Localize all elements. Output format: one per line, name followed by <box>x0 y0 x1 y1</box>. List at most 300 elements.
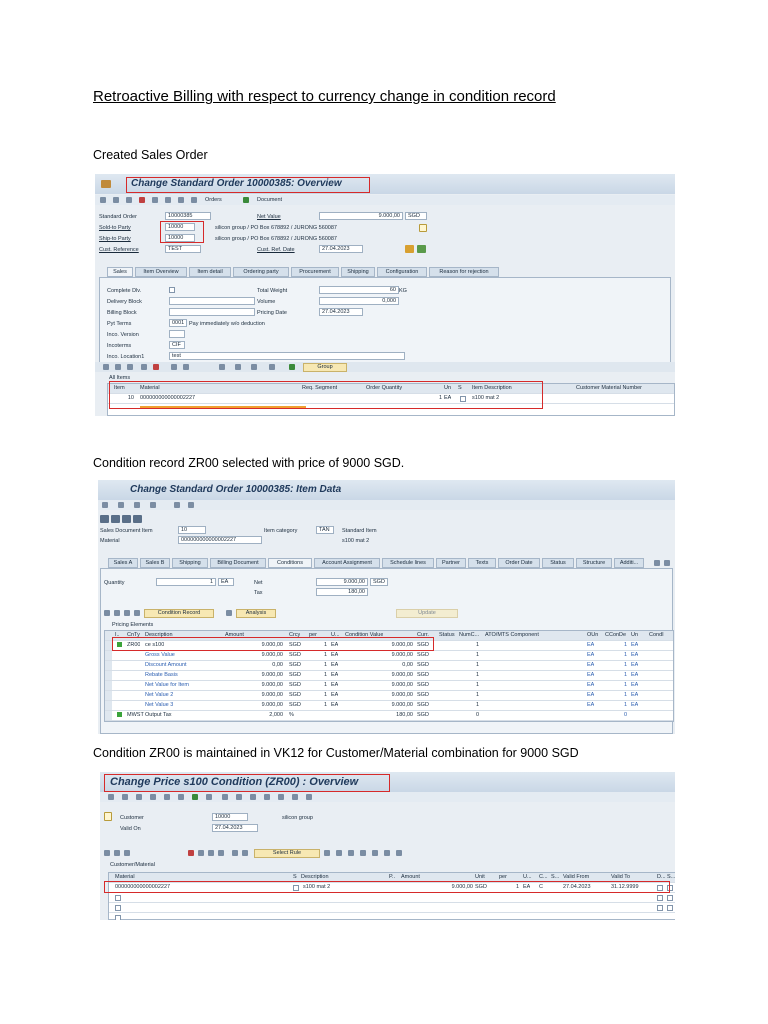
edit-icon[interactable] <box>118 502 124 508</box>
net-currency-field[interactable]: SGD <box>370 578 388 586</box>
delete-icon[interactable] <box>124 610 130 616</box>
save-icon[interactable] <box>174 502 180 508</box>
document-icon[interactable] <box>243 197 249 203</box>
find-icon[interactable] <box>348 850 354 856</box>
row-selector[interactable] <box>105 701 112 710</box>
app-icon <box>101 180 111 188</box>
cond-description: Output Tax <box>145 712 172 718</box>
col-d: D... <box>657 874 666 880</box>
col-amount: Amount <box>401 874 420 880</box>
key-icon[interactable] <box>150 794 156 800</box>
select-all-icon[interactable] <box>104 850 110 856</box>
col-s: S <box>458 385 462 391</box>
deselect-icon[interactable] <box>127 364 133 370</box>
cond-value: 9.000,00 <box>391 652 413 658</box>
row-selector[interactable] <box>105 691 112 700</box>
cond-ccon: 1 <box>623 672 627 678</box>
analysis-icon[interactable] <box>226 610 232 616</box>
col-uom: U... <box>331 632 340 638</box>
cond-value: 9.000,00 <box>391 702 413 708</box>
screen-title: Change Price s100 Condition (ZR00) : Overview <box>110 776 359 788</box>
title-bar <box>98 480 675 500</box>
cond-ccon: 1 <box>623 662 627 668</box>
incoterms-field[interactable]: CIF <box>169 341 185 349</box>
col-un: Un <box>444 385 452 391</box>
item-material: 000000000000002227 <box>140 395 196 401</box>
copy-icon[interactable] <box>126 197 132 203</box>
cond-uom: EA <box>331 652 339 658</box>
sold-to-field[interactable]: 10000 <box>165 223 195 231</box>
screenshot-item-data-conditions <box>98 480 675 734</box>
pricing-icon[interactable] <box>150 502 156 508</box>
valid-on-field[interactable]: 27.04.2023 <box>212 824 258 832</box>
item-navigation <box>100 514 146 524</box>
complete-dlv-checkbox[interactable] <box>169 287 175 293</box>
tab-list-icon[interactable] <box>664 560 670 566</box>
col-material: Material <box>115 874 135 880</box>
item-number: 10 <box>127 395 134 401</box>
items-icon[interactable] <box>165 197 171 203</box>
cond-description: Net Value for Item <box>145 682 189 688</box>
highlight-zr00-row <box>112 637 434 651</box>
col-curr: Curr. <box>417 632 429 638</box>
cond-amount: 9.000,00 <box>261 672 283 678</box>
row-selector[interactable] <box>105 711 112 720</box>
item-description: s100 mat 2 <box>472 395 500 401</box>
billing-block-select[interactable] <box>169 308 255 316</box>
table-row[interactable] <box>105 691 673 701</box>
toolbar <box>95 195 675 205</box>
volume-field[interactable]: 0,000 <box>319 297 399 305</box>
pyt-terms-label: Pyt Terms <box>107 321 132 327</box>
cond-ccon: 1 <box>623 692 627 698</box>
help-icon[interactable] <box>264 794 270 800</box>
total-weight-unit: KG <box>399 288 407 294</box>
col-description: Description <box>301 874 329 880</box>
tab-schedule-lines[interactable]: Schedule lines <box>382 558 434 568</box>
tab-configuration[interactable]: Configuration <box>377 267 427 277</box>
tab-structure[interactable]: Structure <box>576 558 612 568</box>
cond-un: EA <box>631 672 639 678</box>
condition-calc-type: C <box>539 884 543 890</box>
col-cnty: CnTy <box>127 632 140 638</box>
cond-currency: SGD <box>289 682 301 688</box>
tab-additional[interactable]: Additi... <box>614 558 644 568</box>
delivery-block-select[interactable] <box>169 297 255 305</box>
text-icon[interactable] <box>191 197 197 203</box>
tab-order-date[interactable]: Order Date <box>498 558 540 568</box>
col-status: Status <box>439 632 455 638</box>
tab-strip <box>95 267 675 277</box>
cond-numerator: 1 <box>475 672 479 678</box>
cond-numerator: 0 <box>475 712 479 718</box>
cust-reference-field[interactable]: TEST <box>165 245 201 253</box>
standard-order-field[interactable]: 10000385 <box>165 212 211 220</box>
cond-currency: SGD <box>289 692 301 698</box>
cond-amount: 2,000 <box>269 712 283 718</box>
delete-icon[interactable] <box>139 197 145 203</box>
pricing-icon[interactable] <box>178 197 184 203</box>
cust-ref-date-field[interactable]: 27.04.2023 <box>319 245 363 253</box>
cond-currency: SGD <box>289 652 301 658</box>
link-icon[interactable] <box>206 794 212 800</box>
empty-row-checkbox[interactable] <box>115 895 121 901</box>
col-item: Item <box>114 385 125 391</box>
tab-billing-document[interactable]: Billing Document <box>210 558 266 568</box>
col-condition-value: Condition Value <box>345 632 384 638</box>
cond-amount: 9.000,00 <box>261 692 283 698</box>
col-crcy: Crcy <box>289 632 301 638</box>
cond-per: 1 <box>323 672 327 678</box>
customize-icon[interactable] <box>278 794 284 800</box>
cond-value: 0,00 <box>402 662 413 668</box>
cond-value: 9.000,00 <box>391 672 413 678</box>
cond-numerator: 1 <box>475 692 479 698</box>
deselect-icon[interactable] <box>124 850 130 856</box>
tab-sales[interactable]: Sales <box>107 267 133 277</box>
cond-numerator: 1 <box>475 652 479 658</box>
delete-row-icon[interactable] <box>153 364 159 370</box>
cond-oun: EA <box>587 642 595 648</box>
down-icon[interactable] <box>384 850 390 856</box>
col-order-quantity: Order Quantity <box>366 385 403 391</box>
cond-value: 9.000,00 <box>391 692 413 698</box>
picture-icon[interactable] <box>405 245 414 253</box>
highlight-condition-row <box>104 881 670 893</box>
col-item-description: Item Description <box>472 385 512 391</box>
item-category-field[interactable]: TAN <box>316 526 334 534</box>
delivery-block-label: Delivery Block <box>107 299 142 305</box>
sort-icon[interactable] <box>232 850 238 856</box>
total-icon[interactable] <box>360 850 366 856</box>
tab-item-overview[interactable]: Item Overview <box>135 267 187 277</box>
select-rule-button[interactable]: Select Rule <box>254 849 320 858</box>
tab-reason-for-rejection[interactable]: Reason for rejection <box>429 267 499 277</box>
money-icon[interactable] <box>289 364 295 370</box>
customer-label: Customer <box>120 815 144 821</box>
col-oun: OUn <box>587 632 599 638</box>
all-items-label: All Items <box>109 375 131 381</box>
material-label: Material <box>100 538 120 544</box>
cond-amount: 9.000,00 <box>261 652 283 658</box>
expand-icon[interactable] <box>336 850 342 856</box>
insert-row-icon[interactable] <box>198 850 204 856</box>
tab-account-assignment[interactable]: Account Assignment <box>314 558 380 568</box>
cond-curr: SGD <box>417 642 429 648</box>
cust-reference-label: Cust. Reference <box>99 247 139 253</box>
net-currency-field[interactable]: SGD <box>405 212 427 220</box>
table-row[interactable] <box>105 711 673 721</box>
col-amount: Amount <box>225 632 244 638</box>
ship-to-label: Ship-to Party <box>99 236 131 242</box>
ship-to-field[interactable]: 10000 <box>165 234 195 242</box>
cond-numerator: 1 <box>475 682 479 688</box>
customer-field[interactable]: 10000 <box>212 813 248 821</box>
zoom-icon[interactable] <box>104 610 110 616</box>
cond-value: 180,00 <box>396 712 413 718</box>
tab-procurement[interactable]: Procurement <box>291 267 339 277</box>
total-weight-field[interactable]: 60 <box>319 286 399 294</box>
details-icon[interactable] <box>219 364 225 370</box>
cond-per: 1 <box>323 702 327 708</box>
cond-value: 9.000,00 <box>391 642 413 648</box>
tab-texts[interactable]: Texts <box>468 558 496 568</box>
deletion-checkbox[interactable] <box>657 905 663 911</box>
sales-document-item-field[interactable]: 10 <box>178 526 206 534</box>
text-icon[interactable] <box>188 502 194 508</box>
next-item-icon[interactable] <box>122 515 131 523</box>
volume-label: Volume <box>257 299 276 305</box>
table-row[interactable] <box>109 893 675 903</box>
cond-currency: % <box>289 712 294 718</box>
tax-label: Tax <box>254 590 263 596</box>
table-row[interactable] <box>105 701 673 711</box>
pricing-date-label: Pricing Date <box>257 310 287 316</box>
table-row[interactable] <box>105 651 673 661</box>
bottom-icon[interactable] <box>396 850 402 856</box>
up-icon[interactable] <box>372 850 378 856</box>
item-quantity: 1 <box>438 395 442 401</box>
cond-description: Rebate Basis <box>145 672 178 678</box>
grid-icon[interactable] <box>103 364 109 370</box>
scale-checkbox[interactable] <box>667 895 673 901</box>
col-c: C... <box>539 874 548 880</box>
cond-un: EA <box>631 692 639 698</box>
sold-to-description: silicon group / PO Box 678892 / JURONG 560087 <box>215 225 337 231</box>
table-row[interactable] <box>105 671 673 681</box>
tab-ordering-party[interactable]: Ordering party <box>233 267 289 277</box>
cond-amount: 0,00 <box>272 662 283 668</box>
condition-record-button[interactable]: Condition Record <box>144 609 214 618</box>
condition-material: 000000000000002227 <box>115 884 171 890</box>
cond-type: MWST <box>127 712 144 718</box>
filter-icon[interactable] <box>242 850 248 856</box>
col-req-segment: Req. Segment <box>302 385 338 391</box>
cond-amount: 9.000,00 <box>261 682 283 688</box>
col-valid-from: Valid From <box>563 874 590 880</box>
row-selector[interactable] <box>105 661 112 670</box>
delete-row-icon[interactable] <box>188 850 194 856</box>
document-icon[interactable] <box>104 812 112 821</box>
table-row[interactable] <box>105 661 673 671</box>
tab-sales-b[interactable]: Sales B <box>140 558 170 568</box>
cond-amount: 9.000,00 <box>261 702 283 708</box>
previous-item-icon[interactable] <box>111 515 120 523</box>
copy-row-icon[interactable] <box>208 850 214 856</box>
cond-curr: SGD <box>417 692 429 698</box>
cond-uom: EA <box>331 672 339 678</box>
update-button[interactable]: Update <box>396 609 458 618</box>
layout-icon[interactable] <box>306 794 312 800</box>
cond-per: 1 <box>323 642 327 648</box>
toolbar <box>100 792 675 802</box>
display-icon[interactable] <box>102 502 108 508</box>
quantity-unit-field[interactable]: EA <box>218 578 234 586</box>
pricing-elements-label: Pricing Elements <box>112 622 154 628</box>
table-row[interactable] <box>109 903 675 913</box>
condition-icon[interactable] <box>134 610 140 616</box>
empty-row-checkbox[interactable] <box>115 915 121 920</box>
sold-to-label: Sold-to Party <box>99 225 131 231</box>
note-icon[interactable] <box>324 850 330 856</box>
insert-icon[interactable] <box>114 610 120 616</box>
attachment-icon[interactable] <box>417 245 426 253</box>
sort-icon[interactable] <box>171 364 177 370</box>
conditions-table <box>108 872 675 920</box>
tax-field[interactable]: 180,00 <box>316 588 368 596</box>
cond-currency: SGD <box>289 642 301 648</box>
condition-per: 1 <box>515 884 519 890</box>
customer-description: silicon group <box>282 815 313 821</box>
tab-conditions[interactable]: Conditions <box>268 558 312 568</box>
cond-description: Discount Amount <box>145 662 187 668</box>
highlight-partners <box>160 221 204 243</box>
overview-icon[interactable] <box>122 794 128 800</box>
billing-block-label: Billing Block <box>107 310 137 316</box>
last-item-icon[interactable] <box>133 515 142 523</box>
condition-status-icon <box>117 712 124 719</box>
col-description: Description <box>145 632 173 638</box>
header-icon[interactable] <box>134 502 140 508</box>
cond-uom: EA <box>331 662 339 668</box>
cond-ccon: 1 <box>623 642 627 648</box>
scales-icon[interactable] <box>178 794 184 800</box>
paste-row-icon[interactable] <box>218 850 224 856</box>
material-field[interactable]: 000000000000002227 <box>178 536 262 544</box>
cond-un: EA <box>631 682 639 688</box>
back-icon[interactable] <box>108 794 114 800</box>
row-selector[interactable] <box>105 671 112 680</box>
incoterms-label: Incoterms <box>107 343 132 349</box>
tab-status[interactable]: Status <box>542 558 574 568</box>
inco-version-field[interactable] <box>169 330 185 338</box>
schedule-icon[interactable] <box>251 364 257 370</box>
cond-oun: EA <box>587 682 595 688</box>
orders-button[interactable]: Orders <box>205 197 222 203</box>
cond-numerator: 1 <box>475 662 479 668</box>
pyt-terms-field[interactable]: 0001 <box>169 319 187 327</box>
cond-oun: EA <box>587 672 595 678</box>
toolbar <box>98 500 675 510</box>
item-unit: EA <box>444 395 452 401</box>
note-icon[interactable] <box>419 224 427 232</box>
col-customer-material-number: Customer Material Number <box>576 385 643 391</box>
display-icon[interactable] <box>100 197 106 203</box>
config-icon[interactable] <box>269 364 275 370</box>
validity-icon[interactable] <box>164 794 170 800</box>
document-button[interactable]: Document <box>257 197 283 203</box>
select-block-icon[interactable] <box>114 850 120 856</box>
cond-per: 1 <box>323 662 327 668</box>
table-row[interactable] <box>109 913 675 920</box>
cond-oun: EA <box>587 662 595 668</box>
row-selector[interactable] <box>105 641 112 650</box>
col-ato-mts: ATO/MTS Component <box>485 632 539 638</box>
filter-icon[interactable] <box>183 364 189 370</box>
customer-material-section: Customer/Material <box>110 862 155 868</box>
deletion-checkbox[interactable] <box>657 895 663 901</box>
tab-shipping[interactable]: Shipping <box>172 558 208 568</box>
settings-icon[interactable] <box>222 794 228 800</box>
items-toolbar <box>95 362 675 372</box>
tab-shipping[interactable]: Shipping <box>341 267 375 277</box>
col-ccon: CConDe <box>605 632 627 638</box>
highlight-item-row <box>109 381 543 409</box>
tab-partner[interactable]: Partner <box>436 558 466 568</box>
cond-amount: 9.000,00 <box>261 642 283 648</box>
cond-curr: SGD <box>417 672 429 678</box>
net-value-field[interactable]: 9.000,00 <box>319 212 403 220</box>
grid-icon[interactable] <box>292 794 298 800</box>
cond-ccon: 1 <box>623 682 627 688</box>
cond-uom: EA <box>331 702 339 708</box>
col-s: S <box>293 874 297 880</box>
pricing-item-icon[interactable] <box>235 364 241 370</box>
select-all-icon[interactable] <box>115 364 121 370</box>
inco-location-label: Inco. Location1 <box>107 354 145 360</box>
col-s2: S... <box>551 874 560 880</box>
cond-curr: SGD <box>417 712 429 718</box>
empty-row-checkbox[interactable] <box>115 905 121 911</box>
condition-amount: 9.000,00 <box>451 884 473 890</box>
caption-vk12: Condition ZR00 is maintained in VK12 for Customer/Material combination for 9000 SGD <box>93 746 579 760</box>
screenshot-sales-order-overview <box>95 174 675 416</box>
inco-version-label: Inco. Version <box>107 332 139 338</box>
edit-icon[interactable] <box>113 197 119 203</box>
print-icon[interactable] <box>250 794 256 800</box>
text-icon[interactable] <box>192 794 198 800</box>
details-icon[interactable] <box>136 794 142 800</box>
pricing-date-field[interactable]: 27.04.2023 <box>319 308 363 316</box>
insert-row-icon[interactable] <box>141 364 147 370</box>
screen-title: Change Standard Order 10000385: Overview <box>131 178 342 189</box>
tab-item-detail[interactable]: Item detail <box>189 267 231 277</box>
highlight-title <box>126 177 370 193</box>
analysis-button[interactable]: Analysis <box>236 609 276 618</box>
highlight-title <box>104 774 390 792</box>
col-un: Un <box>631 632 639 638</box>
scale-checkbox[interactable] <box>667 905 673 911</box>
cust-ref-date-label: Cust. Ref. Date <box>257 247 295 253</box>
quantity-field[interactable]: 1 <box>156 578 216 586</box>
cond-un: EA <box>631 642 639 648</box>
cond-description: Gross Value <box>145 652 175 658</box>
cond-un: EA <box>631 652 639 658</box>
col-s3: S... <box>667 874 675 880</box>
material-description: s100 mat 2 <box>342 538 370 544</box>
header-icon[interactable] <box>152 197 158 203</box>
col-per: per <box>309 632 317 638</box>
net-field[interactable]: 9.000,00 <box>316 578 368 586</box>
ship-to-description: silicon group / PO Box 678892 / JURONG 560087 <box>215 236 337 242</box>
row-selector[interactable] <box>105 651 112 660</box>
screenshot-vk12-condition <box>100 772 675 920</box>
tab-scroll-icon[interactable] <box>654 560 660 566</box>
group-button[interactable]: Group <box>303 363 347 372</box>
cond-numerator: 1 <box>475 642 479 648</box>
col-valid-to: Valid To <box>611 874 631 880</box>
inco-location-field[interactable]: test <box>169 352 405 360</box>
cond-oun: EA <box>587 702 595 708</box>
net-label: Net <box>254 580 263 586</box>
screen-title: Change Standard Order 10000385: Item Data <box>130 484 342 495</box>
flag-icon[interactable] <box>236 794 242 800</box>
first-item-icon[interactable] <box>100 515 109 523</box>
tab-sales-a[interactable]: Sales A <box>108 558 138 568</box>
cond-oun: EA <box>587 652 595 658</box>
table-row[interactable] <box>105 681 673 691</box>
row-selector[interactable] <box>105 681 112 690</box>
